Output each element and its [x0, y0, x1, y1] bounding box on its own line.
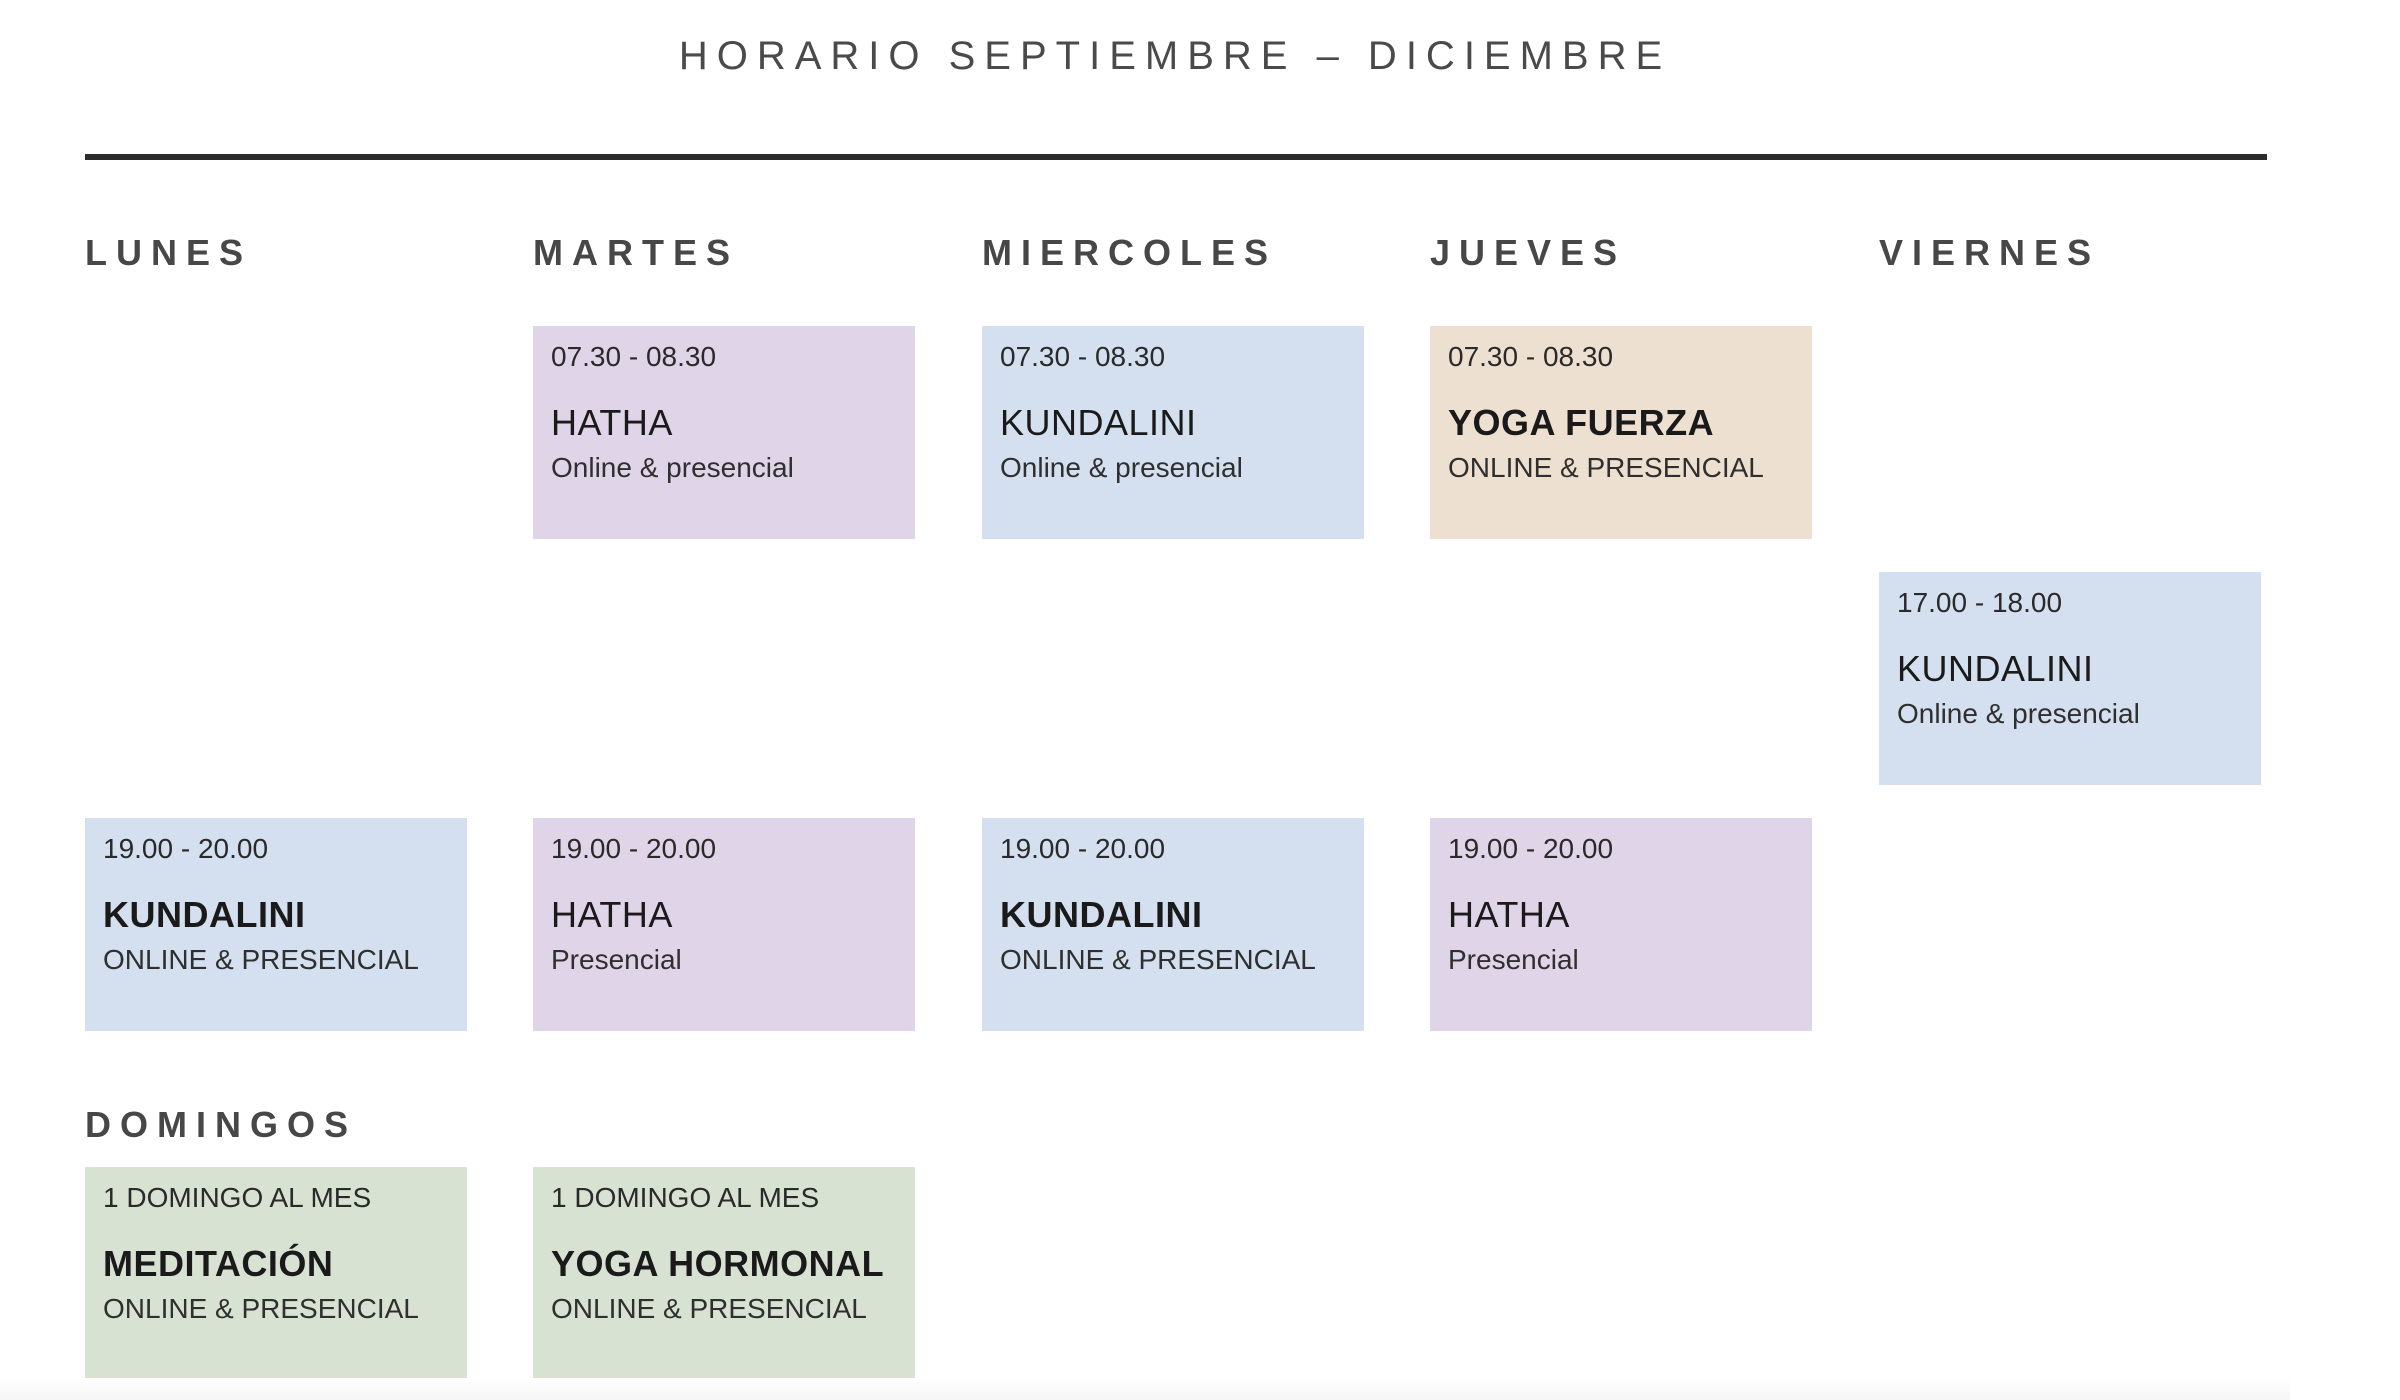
class-name: MEDITACIÓN [103, 1242, 334, 1284]
class-mode: ONLINE & PRESENCIAL [551, 1292, 867, 1324]
day-heading-viernes: VIERNES [1879, 232, 2101, 273]
class-time: 17.00 - 18.00 [1897, 587, 2063, 618]
class-card-martes-evening[interactable] [533, 818, 915, 1031]
class-mode: ONLINE & PRESENCIAL [1448, 451, 1764, 483]
class-mode: ONLINE & PRESENCIAL [1000, 943, 1316, 975]
class-mode: Online & presencial [1897, 697, 2140, 729]
class-time: 19.00 - 20.00 [551, 833, 717, 864]
class-name: YOGA FUERZA [1448, 401, 1715, 443]
class-name: HATHA [1448, 893, 1570, 935]
title-divider [85, 154, 2267, 160]
day-heading-jueves: JUEVES [1430, 232, 1627, 273]
class-name: KUNDALINI [103, 893, 306, 935]
class-mode: ONLINE & PRESENCIAL [103, 1292, 419, 1324]
class-name: KUNDALINI [1000, 893, 1203, 935]
class-time: 19.00 - 20.00 [103, 833, 269, 864]
day-heading-lunes: LUNES [85, 232, 253, 273]
class-mode: Presencial [1448, 943, 1579, 975]
class-time: 1 DOMINGO AL MES [551, 1182, 820, 1213]
class-name: HATHA [551, 401, 673, 443]
class-card-lunes-evening[interactable] [85, 818, 467, 1031]
class-time: 1 DOMINGO AL MES [103, 1182, 372, 1213]
class-time: 07.30 - 08.30 [551, 341, 717, 372]
day-heading-domingos: DOMINGOS [85, 1104, 358, 1145]
class-card-domingo-meditacion[interactable] [85, 1167, 467, 1380]
class-name: HATHA [551, 893, 673, 935]
class-time: 07.30 - 08.30 [1448, 341, 1614, 372]
day-heading-miercoles: MIERCOLES [982, 232, 1278, 273]
class-card-martes-morning[interactable] [533, 326, 915, 539]
class-card-miercoles-morning[interactable] [982, 326, 1364, 539]
class-card-jueves-morning[interactable] [1430, 326, 1812, 539]
class-mode: Presencial [551, 943, 682, 975]
class-card-jueves-evening[interactable] [1430, 818, 1812, 1031]
class-mode: Online & presencial [551, 451, 794, 483]
class-card-domingo-yoga-hormonal[interactable] [533, 1167, 915, 1380]
class-name: KUNDALINI [1897, 647, 2094, 689]
class-time: 07.30 - 08.30 [1000, 341, 1166, 372]
day-heading-martes: MARTES [533, 232, 739, 273]
schedule-title: HORARIO SEPTIEMBRE – DICIEMBRE [678, 34, 1672, 78]
class-name: KUNDALINI [1000, 401, 1197, 443]
class-time: 19.00 - 20.00 [1000, 833, 1166, 864]
class-mode: ONLINE & PRESENCIAL [103, 943, 419, 975]
class-time: 19.00 - 20.00 [1448, 833, 1614, 864]
class-name: YOGA HORMONAL [551, 1242, 885, 1284]
class-card-viernes-afternoon[interactable] [1879, 572, 2261, 785]
class-mode: Online & presencial [1000, 451, 1243, 483]
class-card-miercoles-evening[interactable] [982, 818, 1364, 1031]
bottom-fade [0, 1378, 2290, 1400]
